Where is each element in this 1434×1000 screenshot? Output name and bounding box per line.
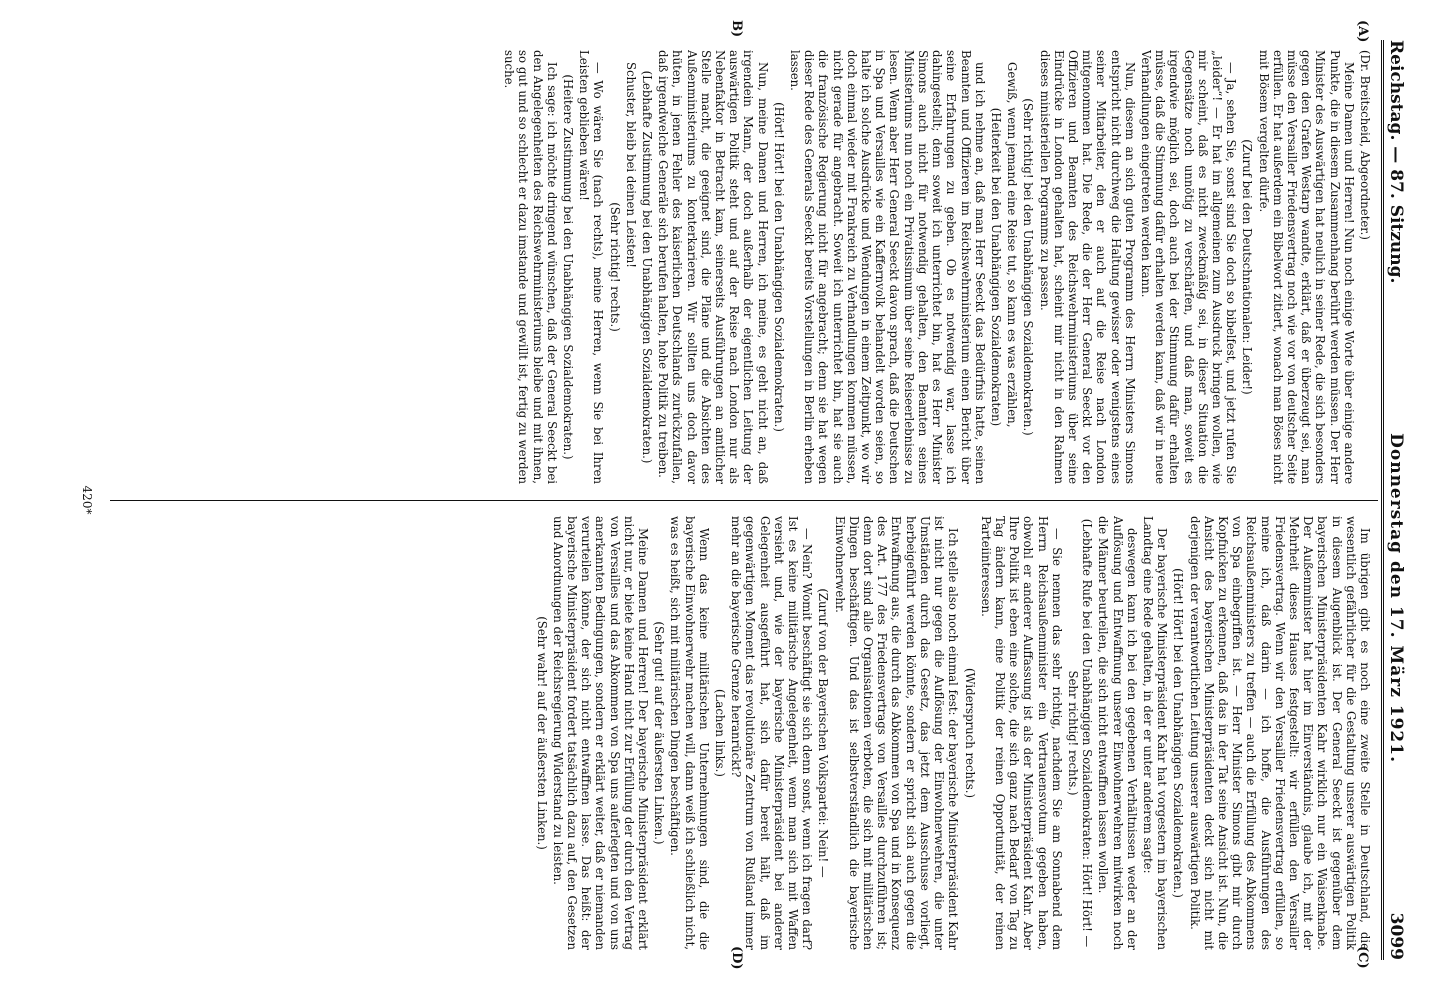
interjection: (Sehr gut! auf der äußersten Linken.) — [652, 621, 667, 845]
left-column — [110, 50, 1372, 484]
interjection: (Heitere Zustimmung bei den Unabhängigen Sozialdemokraten.) — [561, 74, 576, 460]
paragraph: Wenn das keine militärischen Unternehmungen sind, die die bayerische Einwohnerwehr machen will, dann weiß ich schließlich nicht, was es heißt, sich mit militärischen Dingen beschäftigen. — [668, 516, 711, 950]
interjection: (Sehr wahr! auf der äußersten Linken.) — [534, 616, 549, 850]
paragraph: — Nein? Womit beschäftigt sie sich denn sonst, wenn ich fragen darf? Ist es keine militärische Angelegenheit, wenn man sich mit Waffen versieht und, wie der bayerische Ministerpräsident bei anderer Gelegenheit ausgeführt hat, sich dafür bereit hält, daß im gegenwärtigen Moment das revolutionäre Zentrum von Rußland immer mehr an die bayerische Grenze heranrückt? — [729, 516, 815, 950]
running-header — [1386, 40, 1434, 960]
interjection: (Lebhafte Zustimmung bei den Unabhängigen Sozialdemokraten.) — [640, 70, 655, 464]
paragraph: — Sie nennen das sehr richtig, nachdem Sie am Sonnabend dem Herrn Reichsaußenminister ein Vertrauensvotum gegeben haben, obwohl er anderer Auffassung ist als der Ministerpräsident Kahr. Aber Ihre Politik ist eben eine solche, die sich ganz nach Bedarf von Tag zu Tag ändern kann, eine Politik der reinen Opportunität, der reinen Parteiinteressen. — [978, 516, 1064, 950]
paragraph: Meine Damen und Herren! Nun noch einige Worte über einige andere Punkte, die in diesem Zusammenhang berührt werden müssen. Der Herr Minister des Auswärtigen hat neulich in seiner Rede, die sich besonders gegen den Grafen Westarp wandte, erklärt, daß er überzeugt sei, man müsse den Versailler Friedensvertrag noch wie vor von deutscher Seite erfüllen. Er hat außerdem ein Bibelwort zitiert, wonach man Böses nicht mit Bösem vergelten dürfe. — [1256, 50, 1356, 484]
paragraph: Im übrigen gibt es noch eine zweite Stelle in Deutschland, die wesentlich gefährlicher für die Gestaltung unserer auswärtigen Politik in diesem Augenblick ist. Der General Seeckt ist gegenüber dem bayerischen Ministerpräsidenten Kahr wirklich nur ein Waisenknabe. Der Außenminister hat hier im Einverständnis, glaube ich, mit der Mehrheit dieses Hauses festgestellt: wir erfüllen den Versailler Friedensvertrag. Wenn wir den Versailler Friedensvertrag erfüllen, so meine ich, daß darin — ich hoffe, die Ausführungen des Reichsaußenministers zu treffen — auch die Erfüllung des Abkommens von Spa einbegriffen ist. — Herr Minister Simons gibt mir durch Kopfnicken zu erkennen, daß das in der Tat seine Ansicht ist. Nun, die Ansicht des bayerischen Ministerpräsidenten deckt sich nicht mit derjenigen der verantwortlichen Leitung unserer auswärtigen Politik. — [1187, 516, 1372, 950]
interjection: (Hört! Hört! bei den Unabhängigen Sozialdemokraten.) — [1171, 568, 1186, 898]
paragraph: — Ja, sehen Sie, sonst sind Sie doch so bibelfest, und jetzt rufen Sie „leider“! — Er hat im allgemeinen zum Ausdruck bringen wollen, wie mir scheint, daß es nicht zweckmäßig sei, in dieser Situation die Gegensätze noch unnötig zu verschärfen, und daß man, soweit es irgendwie möglich sei, doch auch bei der Stimmung dafür erhalten müsse, daß die Stimmung dafür erhalten werden kann, daß wir in neue Verhandlungen eingetreten werden kann. — [1138, 50, 1239, 484]
margin-marker-d: (D) — [729, 946, 744, 970]
interjection: (Sehr richtig! rechts.) — [607, 202, 622, 332]
paragraph: Schuster, bleib bei deinen Leisten! — [623, 62, 638, 268]
interjection: (Heiterkeit bei den Unabhängigen Sozialdemokraten) — [988, 107, 1003, 427]
paragraph: Gewiß, wenn jemand eine Reise tut, so kann es was erzählen, — [1005, 62, 1020, 428]
interjection: (Zuruf bei den Deutschnationalen: Leider!) — [1240, 139, 1255, 395]
right-column — [110, 516, 1372, 950]
paragraph: und ich nehme an, daß man Herr Seeckt das Bedürfnis hatte, seinen Beamten und Offizieren im Reichswehrministerium einen Bericht über seine Erfahrungen zu geben. Ob es notwendig war, lasse ich dahingestellt; denn soweit ich unterrichtet bin, hat es Herr Minister Simons auch nicht für notwendig gehalten, den Beamten seines Ministeriums nun noch ein Privatissimum über seine Reiseerlebnisse zu lesen. Wenn aber Herr General Seeckt davon sprach, daß die Deutschen in Spa und Versailles wie ein Kaffernvolk behandelt worden seien, so halte ich solche Ausdrücke und Wendungen in einem Zeitpunkt, wo wir doch einmal wieder mit Frankreich zu Verhandlungen kommen müssen, nicht gerade für angebracht. Soweit ich unterrichtet bin, hat sie auch die französische Regierung nicht für angebracht; denn sie hat wegen dieser Rede des Generals Seeckt bereits Vorstellungen in Berlin erheben lassen. — [788, 50, 987, 484]
interjection: (Hört! Hört! bei den Unabhängigen Sozialdemokraten.) — [771, 102, 786, 432]
interjection: (Sehr richtig! bei den Unabhängigen Sozialdemokraten.) — [1021, 98, 1036, 436]
margin-marker-c: (C) — [1355, 946, 1370, 969]
paragraph: Nun, diesem an sich guten Programm des Herrn Ministers Simons entspricht nicht durchweg die Haltung gewisser oder wenigstens eines seiner Mitarbeiter, den er auch auf die Reise nach London mitgenommen hat. Die Rede, die der Herr General Seeckt vor den Offizieren und Beamten des Reichswehrministeriums über seine Eindrücke in London gehalten hat, scheint mir nicht in den Rahmen dieses ministeriellen Programms zu passen. — [1037, 50, 1137, 484]
paragraph: Meine Damen und Herren! Der bayerische Ministerpräsident erklärt nicht nur, er biete keine Hand nicht zur Erfüllung der durch den Vertrag von Versailles und das Abkommen von Spa uns auferlegten und von uns anerkannten Bedingungen, sondern er erklärt weiter, daß er niemanden verurteilen könne, der sich nicht entwaffnen lasse. Das heißt: der bayerische Ministerpräsident fordert tatsächlich dazu auf, den Gesetzen und Anordnungen der Reichsregierung Widerstand zu leisten. — [550, 516, 651, 950]
column-divider — [110, 500, 1378, 501]
interjection: (Lebhafte Rufe bei den Unabhängigen Sozialdemokraten: Hört! Hört! — Sehr richtig! rechts.) — [1065, 518, 1095, 948]
paragraph: (Dr. Breitscheid, Abgeordneter.) — [1358, 50, 1372, 240]
header-left: Reichstag. — 87. Sitzung. — [1386, 40, 1406, 284]
paragraph: deswegen kann ich bei den gegebenen Verhältnissen weder an der Auflösung und Entwaffnung unserer Einwohnerwehren mitwirken noch die Männer beurteilen, die sich nicht entwaffnen lassen wollen. — [1096, 516, 1139, 950]
page-number: 3099 — [1386, 912, 1406, 960]
paragraph: Nun, meine Damen und Herren, ich meine, es geht nicht an, daß irgendein Mann, der doch außerhalb der eigentlichen Leitung der auswärtigen Politik steht und auf der Reise nach London nur als Nebenfaktor in Betracht kam, seinerseits Ausführungen an amtlicher Stelle macht, die geeignet sind, die Pläne und die Absichten des Außenministeriums zu konterkarieren. Wir sollten uns doch davor hüten, in jenen Fehler des kaiserlichen Deutschlands zurückzufallen, daß irgendwelche Generäle sich berufen halten, hohe Politik zu treiben. — [656, 50, 770, 484]
paragraph: — Wo wären Sie (nach rechts), meine Herren, wenn Sie bei Ihren Leisten geblieben wären! — [577, 50, 606, 484]
paragraph: Ich sage: ich möchte dringend wünschen, daß der General Seeckt bei den Angelegenheiten des Reichswehrministeriums bleibe und mit ihnen, so gut und so schlecht er dazu imstande und gewillt ist, fertig zu werden suche. — [502, 50, 559, 484]
margin-marker-a: (A) — [1355, 20, 1370, 43]
header-date: Donnerstag den 17. März 1921. — [1386, 433, 1406, 764]
paragraph: Ich stelle also noch einmal fest: der bayerische Ministerpräsident Kahr ist nicht nur gegen die Auflösung der Einwohnerwehren, die unter Umständen durch das Gesetz, das jetzt dem Ausschusse vorliegt, herbeigeführt werden könnte, sondern er spricht sich auch gegen die Entwaffnung aus, die durch das Abkommen von Spa und in Konsequenz des Art. 177 des Friedensvertrags von Versailles durchzuführen ist; denn dort sind alle Organisationen verboten, die sich mit militärischen Dingen beschäftigen. Und das ist selbstverständlich die bayerische Einwohnerwehr. — [832, 516, 961, 950]
paragraph: Der bayerische Ministerpräsident Kahr hat vorgestern im bayerischen Landtag eine Rede gehalten, in der er unter anderem sagte: — [1140, 516, 1170, 950]
page-footer-ref: 420* — [80, 485, 94, 515]
interjection: (Lachen links.) — [713, 689, 728, 777]
margin-marker-b: B) — [729, 20, 744, 38]
interjection: (Zuruf von der Bayerischen Volkspartei: Nein! — — [816, 588, 831, 878]
header-rule — [1381, 40, 1384, 960]
interjection: (Widerspruch rechts.) — [962, 667, 977, 799]
